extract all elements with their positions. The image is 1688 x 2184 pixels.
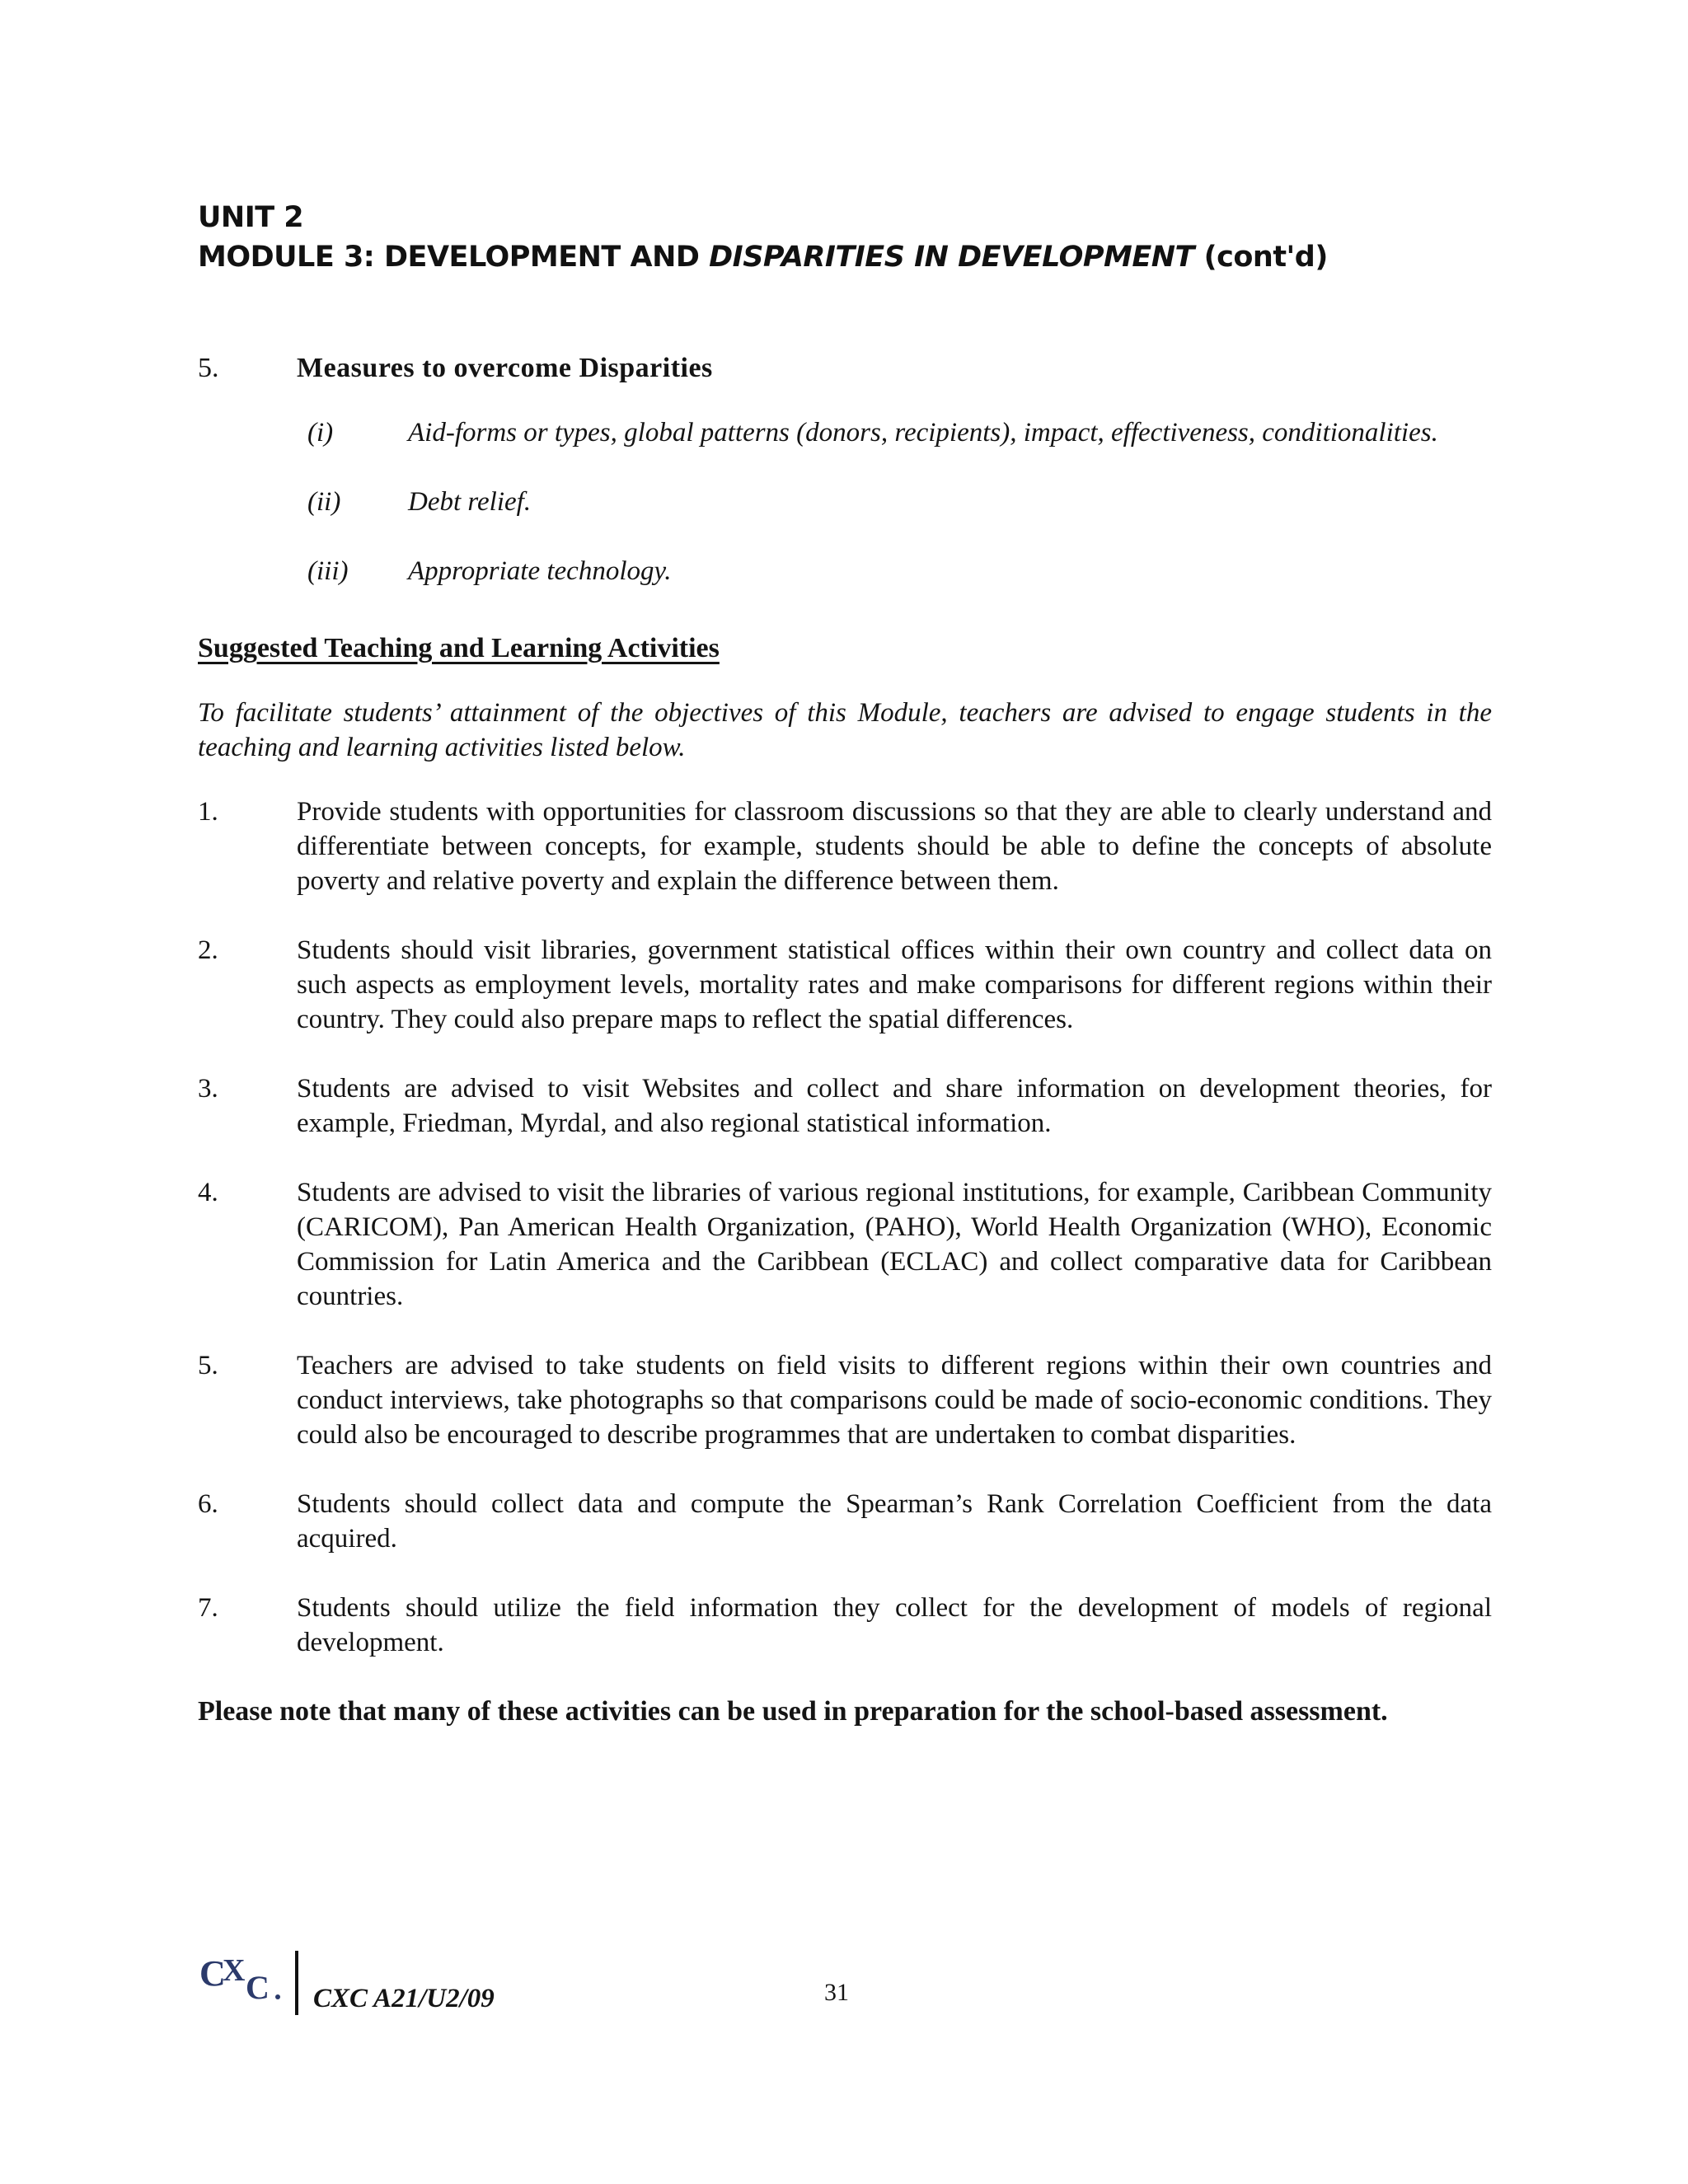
activities-heading: Suggested Teaching and Learning Activities xyxy=(198,633,720,663)
item-text: Students should utilize the field information they collect for the development of models of regional development. xyxy=(297,1593,1492,1657)
document-code: CXC A21/U2/09 xyxy=(313,1984,495,2013)
item-text: Students should visit libraries, government statistical offices within their own country and collect data on such aspects as employment levels, mortality rates and make comparisons for different regions within their country. They could also prepare maps to reflect the spatial differences. xyxy=(297,935,1492,1034)
list-item xyxy=(307,415,1492,450)
sub-item-number: (iii) xyxy=(307,556,349,586)
list-item xyxy=(198,1348,1492,1452)
sub-list xyxy=(307,415,1492,588)
unit-heading: UNIT 2 xyxy=(198,201,304,234)
module-heading xyxy=(198,237,1492,277)
item-text: Provide students with opportunities for classroom discussions so that they are able to clearly understand and differentiate between concepts, for example, students should be able to define the concepts of absolute poverty and relative poverty and explain the difference between them. xyxy=(297,797,1492,896)
item-number: 2. xyxy=(198,935,218,965)
page-number: 31 xyxy=(824,1979,849,2006)
section-number: 5. xyxy=(198,353,219,383)
cxc-logo xyxy=(198,1949,288,2007)
list-item xyxy=(198,1487,1492,1556)
module-italic: DISPARITIES IN DEVELOPMENT xyxy=(709,241,1194,274)
item-number: 7. xyxy=(198,1593,218,1623)
item-text: Students are advised to visit the libraries of various regional institutions, for example, Caribbean Community (CARICOM), Pan American Health Organization, (PAHO), World Health Organization (WHO), Economic Commission for Latin America and the Caribbean (ECLAC) and collect comparative data for Caribbean countries. xyxy=(297,1178,1492,1311)
list-item xyxy=(198,1071,1492,1141)
module-prefix: MODULE 3: DEVELOPMENT AND xyxy=(198,241,710,274)
svg-text:C: C xyxy=(199,1953,226,1994)
section-title: Measures to overcome Disparities xyxy=(297,353,713,383)
svg-text:C: C xyxy=(246,1969,270,2006)
item-number: 3. xyxy=(198,1074,218,1104)
activities-list xyxy=(198,794,1492,1660)
item-text: Students are advised to visit Websites and collect and share information on development theories, for example, Friedman, Myrdal, and also regional statistical information. xyxy=(297,1074,1492,1138)
sub-item-text: Debt relief. xyxy=(408,487,532,517)
item-number: 1. xyxy=(198,797,218,827)
item-number: 6. xyxy=(198,1489,218,1519)
list-item xyxy=(307,485,1492,519)
assessment-note: Please note that many of these activities can be used in preparation for the school-based assessment. xyxy=(198,1696,1388,1727)
section-heading xyxy=(198,353,1492,384)
list-item xyxy=(198,933,1492,1037)
sub-item-text: Aid-forms or types, global patterns (donors, recipients), impact, effectiveness, conditionalities. xyxy=(408,418,1438,448)
list-item xyxy=(198,794,1492,898)
list-item xyxy=(307,554,1492,588)
item-text: Teachers are advised to take students on field visits to different regions within their own countries and conduct interviews, take photographs so that comparisons could be made of socio-economic conditions. They could also be encouraged to describe programmes that are undertaken to combat disparities. xyxy=(297,1351,1492,1450)
item-number: 5. xyxy=(198,1351,218,1380)
list-item xyxy=(198,1175,1492,1314)
sub-item-number: (i) xyxy=(307,418,334,448)
sub-item-text: Appropriate technology. xyxy=(408,556,672,586)
sub-item-number: (ii) xyxy=(307,487,341,517)
module-suffix: (cont'd) xyxy=(1193,241,1328,274)
page-footer xyxy=(198,1949,1492,2023)
item-number: 4. xyxy=(198,1178,218,1207)
list-item xyxy=(198,1591,1492,1660)
document-page xyxy=(198,198,1492,1729)
svg-text:X: X xyxy=(223,1953,246,1988)
item-text: Students should collect data and compute the Spearman’s Rank Correlation Coefficient from the data acquired. xyxy=(297,1489,1492,1554)
activities-intro: To facilitate students’ attainment of the objectives of this Module, teachers are advised to engage students in the teaching and learning activities listed below. xyxy=(198,698,1492,762)
footer-divider xyxy=(295,1951,298,2015)
